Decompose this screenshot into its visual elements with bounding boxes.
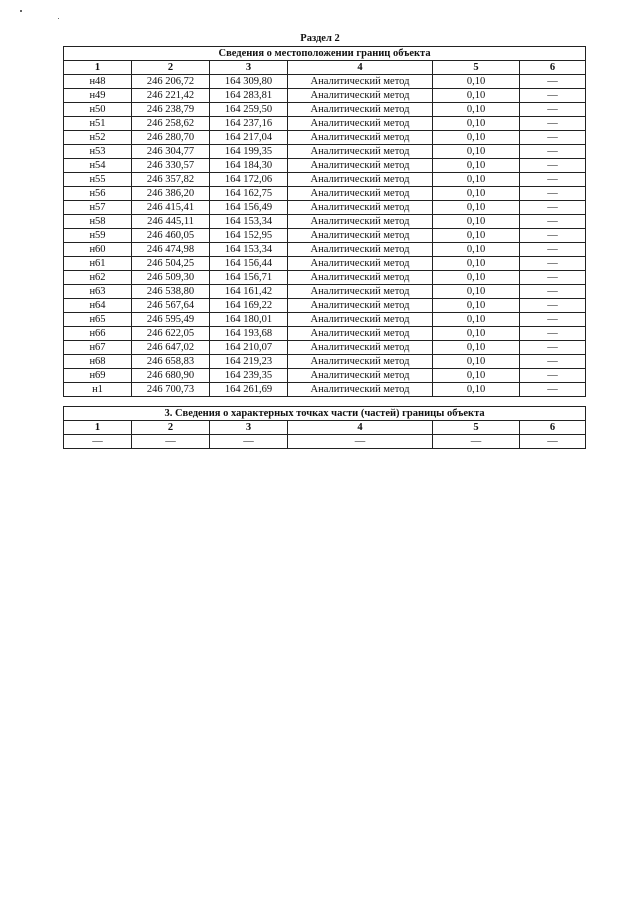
- method-cell: Аналитический метод: [288, 313, 433, 327]
- column-header: 4: [288, 61, 433, 75]
- description-cell: —: [520, 285, 586, 299]
- accuracy-cell: 0,10: [433, 341, 520, 355]
- x-coordinate-cell: 246 595,49: [132, 313, 210, 327]
- description-cell: —: [520, 299, 586, 313]
- column-header: 6: [520, 61, 586, 75]
- y-coordinate-cell: 164 156,44: [210, 257, 288, 271]
- column-header: 2: [132, 421, 210, 435]
- y-coordinate-cell: 164 180,01: [210, 313, 288, 327]
- point-number-cell: —: [64, 435, 132, 449]
- table-row: [64, 383, 586, 397]
- x-coordinate-cell: 246 238,79: [132, 103, 210, 117]
- y-coordinate-cell: 164 156,49: [210, 201, 288, 215]
- accuracy-cell: 0,10: [433, 215, 520, 229]
- y-coordinate-cell: 164 309,80: [210, 75, 288, 89]
- point-number-cell: н68: [64, 355, 132, 369]
- point-number-cell: н69: [64, 369, 132, 383]
- point-number-cell: н63: [64, 285, 132, 299]
- column-header: 5: [433, 421, 520, 435]
- table-row: [64, 243, 586, 257]
- point-number-cell: н56: [64, 187, 132, 201]
- table-header-row: [64, 421, 586, 435]
- accuracy-cell: 0,10: [433, 355, 520, 369]
- table-row: [64, 435, 586, 449]
- method-cell: Аналитический метод: [288, 117, 433, 131]
- x-coordinate-cell: 246 700,73: [132, 383, 210, 397]
- accuracy-cell: 0,10: [433, 145, 520, 159]
- accuracy-cell: 0,10: [433, 187, 520, 201]
- method-cell: Аналитический метод: [288, 285, 433, 299]
- x-coordinate-cell: 246 509,30: [132, 271, 210, 285]
- y-coordinate-cell: 164 237,16: [210, 117, 288, 131]
- x-coordinate-cell: —: [132, 435, 210, 449]
- boundary-parts-table: [63, 406, 586, 449]
- description-cell: —: [520, 75, 586, 89]
- table-row: [64, 369, 586, 383]
- point-number-cell: н48: [64, 75, 132, 89]
- description-cell: —: [520, 355, 586, 369]
- point-number-cell: н53: [64, 145, 132, 159]
- y-coordinate-cell: 164 156,71: [210, 271, 288, 285]
- point-number-cell: н49: [64, 89, 132, 103]
- x-coordinate-cell: 246 504,25: [132, 257, 210, 271]
- x-coordinate-cell: 246 658,83: [132, 355, 210, 369]
- x-coordinate-cell: 246 280,70: [132, 131, 210, 145]
- scan-speck: [20, 10, 22, 12]
- point-number-cell: н54: [64, 159, 132, 173]
- description-cell: —: [520, 229, 586, 243]
- point-number-cell: н66: [64, 327, 132, 341]
- point-number-cell: н50: [64, 103, 132, 117]
- description-cell: —: [520, 257, 586, 271]
- description-cell: —: [520, 341, 586, 355]
- x-coordinate-cell: 246 622,05: [132, 327, 210, 341]
- x-coordinate-cell: 246 538,80: [132, 285, 210, 299]
- table-row: [64, 215, 586, 229]
- column-header: 6: [520, 421, 586, 435]
- description-cell: —: [520, 435, 586, 449]
- table-row: [64, 117, 586, 131]
- accuracy-cell: 0,10: [433, 313, 520, 327]
- y-coordinate-cell: 164 261,69: [210, 383, 288, 397]
- accuracy-cell: 0,10: [433, 229, 520, 243]
- description-cell: —: [520, 201, 586, 215]
- accuracy-cell: 0,10: [433, 117, 520, 131]
- column-header: 3: [210, 421, 288, 435]
- section-title: Раздел 2: [300, 33, 340, 44]
- x-coordinate-cell: 246 357,82: [132, 173, 210, 187]
- point-number-cell: н58: [64, 215, 132, 229]
- accuracy-cell: —: [433, 435, 520, 449]
- description-cell: —: [520, 131, 586, 145]
- method-cell: Аналитический метод: [288, 369, 433, 383]
- x-coordinate-cell: 246 221,42: [132, 89, 210, 103]
- accuracy-cell: 0,10: [433, 271, 520, 285]
- table-caption: 3. Сведения о характерных точках части (частей) границы объекта: [64, 407, 586, 421]
- point-number-cell: н52: [64, 131, 132, 145]
- x-coordinate-cell: 246 474,98: [132, 243, 210, 257]
- description-cell: —: [520, 271, 586, 285]
- table-header-row: [64, 61, 586, 75]
- point-number-cell: н61: [64, 257, 132, 271]
- x-coordinate-cell: 246 445,11: [132, 215, 210, 229]
- accuracy-cell: 0,10: [433, 285, 520, 299]
- table-row: [64, 103, 586, 117]
- scan-speck: [58, 18, 59, 19]
- table-row: [64, 341, 586, 355]
- table-caption-row: [64, 47, 586, 61]
- x-coordinate-cell: 246 460,05: [132, 229, 210, 243]
- y-coordinate-cell: 164 184,30: [210, 159, 288, 173]
- method-cell: Аналитический метод: [288, 173, 433, 187]
- description-cell: —: [520, 243, 586, 257]
- y-coordinate-cell: 164 162,75: [210, 187, 288, 201]
- method-cell: Аналитический метод: [288, 341, 433, 355]
- method-cell: Аналитический метод: [288, 243, 433, 257]
- x-coordinate-cell: 246 386,20: [132, 187, 210, 201]
- description-cell: —: [520, 383, 586, 397]
- method-cell: Аналитический метод: [288, 187, 433, 201]
- accuracy-cell: 0,10: [433, 173, 520, 187]
- table-row: [64, 257, 586, 271]
- method-cell: Аналитический метод: [288, 257, 433, 271]
- method-cell: Аналитический метод: [288, 201, 433, 215]
- y-coordinate-cell: 164 193,68: [210, 327, 288, 341]
- description-cell: —: [520, 313, 586, 327]
- accuracy-cell: 0,10: [433, 257, 520, 271]
- method-cell: Аналитический метод: [288, 159, 433, 173]
- table-row: [64, 355, 586, 369]
- point-number-cell: н62: [64, 271, 132, 285]
- point-number-cell: н55: [64, 173, 132, 187]
- accuracy-cell: 0,10: [433, 159, 520, 173]
- column-header: 1: [64, 421, 132, 435]
- y-coordinate-cell: 164 283,81: [210, 89, 288, 103]
- method-cell: Аналитический метод: [288, 299, 433, 313]
- point-number-cell: н60: [64, 243, 132, 257]
- boundary-location-table: [63, 46, 586, 397]
- table-row: [64, 159, 586, 173]
- y-coordinate-cell: 164 199,35: [210, 145, 288, 159]
- accuracy-cell: 0,10: [433, 89, 520, 103]
- x-coordinate-cell: 246 415,41: [132, 201, 210, 215]
- description-cell: —: [520, 145, 586, 159]
- description-cell: —: [520, 173, 586, 187]
- table-row: [64, 75, 586, 89]
- y-coordinate-cell: 164 172,06: [210, 173, 288, 187]
- point-number-cell: н67: [64, 341, 132, 355]
- y-coordinate-cell: 164 239,35: [210, 369, 288, 383]
- accuracy-cell: 0,10: [433, 299, 520, 313]
- accuracy-cell: 0,10: [433, 131, 520, 145]
- y-coordinate-cell: 164 161,42: [210, 285, 288, 299]
- description-cell: —: [520, 117, 586, 131]
- table-caption-row: [64, 407, 586, 421]
- table-row: [64, 145, 586, 159]
- table-row: [64, 131, 586, 145]
- description-cell: —: [520, 103, 586, 117]
- y-coordinate-cell: 164 217,04: [210, 131, 288, 145]
- table-row: [64, 313, 586, 327]
- accuracy-cell: 0,10: [433, 383, 520, 397]
- table-row: [64, 271, 586, 285]
- method-cell: Аналитический метод: [288, 75, 433, 89]
- table-row: [64, 299, 586, 313]
- x-coordinate-cell: 246 567,64: [132, 299, 210, 313]
- method-cell: Аналитический метод: [288, 229, 433, 243]
- column-header: 5: [433, 61, 520, 75]
- method-cell: Аналитический метод: [288, 131, 433, 145]
- y-coordinate-cell: 164 153,34: [210, 243, 288, 257]
- description-cell: —: [520, 89, 586, 103]
- column-header: 4: [288, 421, 433, 435]
- accuracy-cell: 0,10: [433, 369, 520, 383]
- method-cell: Аналитический метод: [288, 383, 433, 397]
- method-cell: Аналитический метод: [288, 89, 433, 103]
- y-coordinate-cell: 164 169,22: [210, 299, 288, 313]
- table-row: [64, 89, 586, 103]
- description-cell: —: [520, 327, 586, 341]
- description-cell: —: [520, 215, 586, 229]
- point-number-cell: н1: [64, 383, 132, 397]
- accuracy-cell: 0,10: [433, 327, 520, 341]
- accuracy-cell: 0,10: [433, 75, 520, 89]
- x-coordinate-cell: 246 680,90: [132, 369, 210, 383]
- column-header: 2: [132, 61, 210, 75]
- table-row: [64, 201, 586, 215]
- description-cell: —: [520, 159, 586, 173]
- method-cell: Аналитический метод: [288, 355, 433, 369]
- column-header: 3: [210, 61, 288, 75]
- table-row: [64, 173, 586, 187]
- x-coordinate-cell: 246 206,72: [132, 75, 210, 89]
- y-coordinate-cell: —: [210, 435, 288, 449]
- point-number-cell: н51: [64, 117, 132, 131]
- method-cell: —: [288, 435, 433, 449]
- table-caption: Сведения о местоположении границ объекта: [64, 47, 586, 61]
- method-cell: Аналитический метод: [288, 145, 433, 159]
- point-number-cell: н65: [64, 313, 132, 327]
- y-coordinate-cell: 164 219,23: [210, 355, 288, 369]
- method-cell: Аналитический метод: [288, 103, 433, 117]
- y-coordinate-cell: 164 259,50: [210, 103, 288, 117]
- y-coordinate-cell: 164 152,95: [210, 229, 288, 243]
- method-cell: Аналитический метод: [288, 215, 433, 229]
- y-coordinate-cell: 164 153,34: [210, 215, 288, 229]
- point-number-cell: н59: [64, 229, 132, 243]
- table-row: [64, 187, 586, 201]
- x-coordinate-cell: 246 647,02: [132, 341, 210, 355]
- method-cell: Аналитический метод: [288, 327, 433, 341]
- x-coordinate-cell: 246 330,57: [132, 159, 210, 173]
- table-row: [64, 285, 586, 299]
- x-coordinate-cell: 246 258,62: [132, 117, 210, 131]
- x-coordinate-cell: 246 304,77: [132, 145, 210, 159]
- accuracy-cell: 0,10: [433, 201, 520, 215]
- description-cell: —: [520, 369, 586, 383]
- description-cell: —: [520, 187, 586, 201]
- table-row: [64, 327, 586, 341]
- y-coordinate-cell: 164 210,07: [210, 341, 288, 355]
- accuracy-cell: 0,10: [433, 243, 520, 257]
- table-row: [64, 229, 586, 243]
- point-number-cell: н57: [64, 201, 132, 215]
- column-header: 1: [64, 61, 132, 75]
- accuracy-cell: 0,10: [433, 103, 520, 117]
- method-cell: Аналитический метод: [288, 271, 433, 285]
- point-number-cell: н64: [64, 299, 132, 313]
